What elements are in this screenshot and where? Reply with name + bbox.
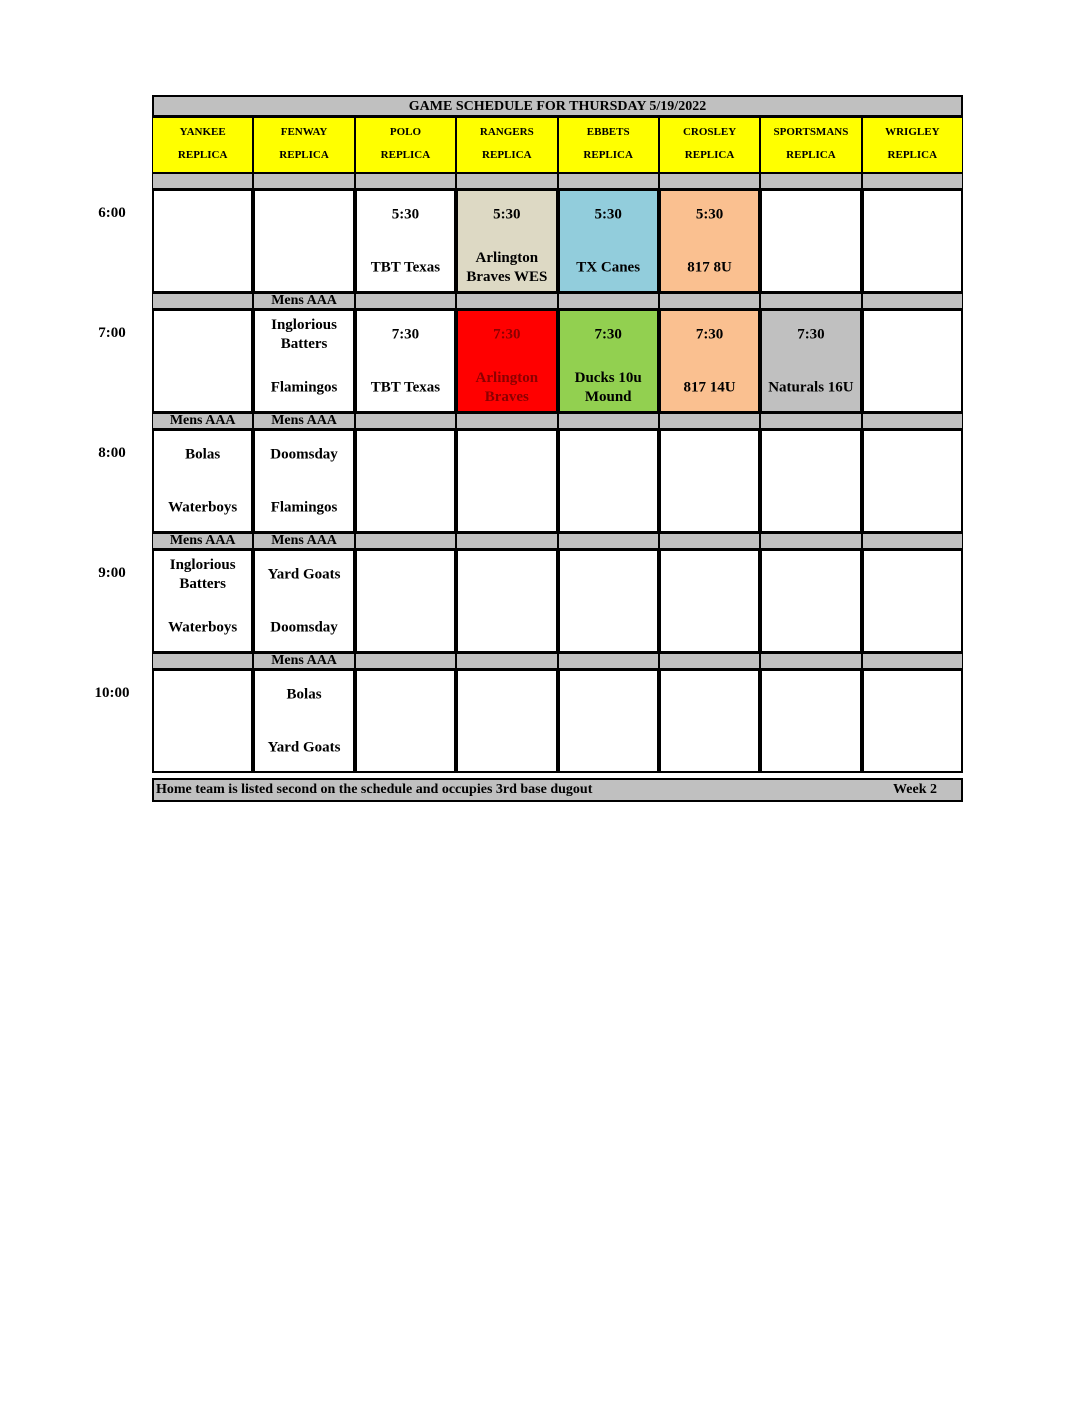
field-subtitle: REPLICA <box>786 149 836 161</box>
division-label: Mens AAA <box>253 533 354 549</box>
game-bottom-line: 817 8U <box>687 259 732 276</box>
schedule-title: GAME SCHEDULE FOR THURSDAY 5/19/2022 <box>152 95 963 117</box>
field-subtitle: REPLICA <box>279 149 329 161</box>
game-cell <box>253 549 354 653</box>
division-label <box>152 293 253 309</box>
game-top-line: 5:30 <box>695 206 724 223</box>
game-cell <box>253 309 354 413</box>
field-subtitle: REPLICA <box>684 149 735 161</box>
field-subtitle: REPLICA <box>482 149 532 161</box>
division-label <box>456 413 557 429</box>
home-team-note: Home team is listed second on the schedule and occupies 3rd base dugout <box>156 782 593 797</box>
field-header-wrigley <box>862 117 963 173</box>
game-cell <box>456 429 557 533</box>
game-cell <box>253 189 354 293</box>
game-cell <box>760 429 861 533</box>
game-bottom-line: Arlington Braves WES <box>466 250 548 285</box>
game-top-line: Yard Goats <box>267 566 341 583</box>
game-cell <box>253 429 354 533</box>
division-label <box>760 413 861 429</box>
field-subtitle: REPLICA <box>887 149 938 161</box>
game-top-line: 7:30 <box>695 326 724 343</box>
game-bottom-line: TBT Texas <box>370 259 441 276</box>
schedule-table <box>94 95 963 802</box>
field-name: YANKEE <box>179 126 226 138</box>
field-name: WRIGLEY <box>885 126 940 138</box>
field-name: CROSLEY <box>682 126 737 138</box>
game-cell <box>558 669 659 773</box>
division-label <box>456 293 557 309</box>
game-cell <box>760 669 861 773</box>
game-cell <box>558 309 659 413</box>
game-cell <box>355 669 456 773</box>
game-cell <box>355 189 456 293</box>
game-bottom-line: TX Canes <box>576 259 641 276</box>
division-label <box>558 173 659 189</box>
division-label <box>862 533 963 549</box>
field-header-sportsmans <box>760 117 861 173</box>
game-cell <box>659 429 760 533</box>
game-cell <box>152 309 253 413</box>
game-cell <box>152 669 253 773</box>
game-bottom-line: Flamingos <box>270 379 338 396</box>
division-label <box>862 413 963 429</box>
game-cell <box>760 549 861 653</box>
division-label <box>862 653 963 669</box>
game-top-line: 5:30 <box>493 206 521 223</box>
game-top-line: 5:30 <box>391 206 420 223</box>
division-label <box>355 653 456 669</box>
game-bottom-line: Ducks 10u Mound <box>574 370 642 405</box>
division-label <box>456 653 557 669</box>
game-bottom-line: Doomsday <box>270 619 338 636</box>
field-subtitle: REPLICA <box>583 149 633 161</box>
division-label <box>558 293 659 309</box>
game-cell <box>862 189 963 293</box>
time-label: 9:00 <box>98 565 126 581</box>
game-cell <box>558 189 659 293</box>
game-cell <box>862 549 963 653</box>
game-cell <box>355 309 456 413</box>
game-cell <box>659 669 760 773</box>
game-top-line: Bolas <box>286 686 322 703</box>
game-bottom-line: Waterboys <box>168 619 238 636</box>
division-label: Mens AAA <box>253 293 354 309</box>
game-bottom-line: 817 14U <box>683 379 736 396</box>
time-label: 6:00 <box>98 205 126 221</box>
division-label <box>659 653 760 669</box>
field-name: POLO <box>389 126 422 138</box>
game-top-line: Doomsday <box>270 446 338 463</box>
division-label <box>760 653 861 669</box>
game-cell <box>659 549 760 653</box>
game-bottom-line: Arlington Braves <box>475 370 539 405</box>
game-bottom-line: Flamingos <box>270 499 338 516</box>
division-label: Mens AAA <box>253 653 354 669</box>
division-label <box>862 293 963 309</box>
division-label <box>152 653 253 669</box>
game-top-line: 7:30 <box>493 326 521 343</box>
game-bottom-line: Yard Goats <box>267 739 341 756</box>
game-cell <box>456 549 557 653</box>
game-cell <box>456 309 557 413</box>
game-cell <box>862 309 963 413</box>
game-cell <box>558 549 659 653</box>
game-cell <box>862 429 963 533</box>
field-name: FENWAY <box>280 126 328 138</box>
division-label <box>760 173 861 189</box>
time-label: 8:00 <box>98 445 126 461</box>
game-bottom-line: Naturals 16U <box>768 379 854 396</box>
division-label <box>253 173 354 189</box>
game-cell <box>760 309 861 413</box>
division-label <box>760 533 861 549</box>
division-label <box>659 173 760 189</box>
game-cell <box>558 429 659 533</box>
game-bottom-line: TBT Texas <box>370 379 441 396</box>
game-cell <box>355 429 456 533</box>
game-cell <box>253 669 354 773</box>
field-name: RANGERS <box>479 126 534 138</box>
division-label <box>659 533 760 549</box>
division-label <box>862 173 963 189</box>
game-top-line: Inglorious Batters <box>169 557 236 592</box>
division-label: Mens AAA <box>152 533 253 549</box>
division-label <box>558 653 659 669</box>
field-header-polo <box>355 117 456 173</box>
game-cell <box>760 189 861 293</box>
game-cell <box>659 309 760 413</box>
game-top-line: Bolas <box>185 446 221 463</box>
game-cell <box>152 549 253 653</box>
game-top-line: 7:30 <box>391 326 420 343</box>
game-cell <box>152 429 253 533</box>
field-subtitle: REPLICA <box>177 149 228 161</box>
division-label <box>558 533 659 549</box>
division-label: Mens AAA <box>253 413 354 429</box>
division-label <box>760 293 861 309</box>
division-label <box>456 533 557 549</box>
field-header-ebbets <box>558 117 659 173</box>
division-label <box>558 413 659 429</box>
time-label: 10:00 <box>94 685 130 701</box>
division-label <box>355 293 456 309</box>
week-label: Week 2 <box>893 782 937 797</box>
game-top-line: 7:30 <box>797 326 825 343</box>
game-bottom-line: Waterboys <box>168 499 238 516</box>
game-cell <box>862 669 963 773</box>
field-header-rangers <box>456 117 557 173</box>
game-cell <box>355 549 456 653</box>
division-label <box>152 173 253 189</box>
game-cell <box>456 669 557 773</box>
division-label <box>659 293 760 309</box>
game-cell <box>456 189 557 293</box>
division-label <box>355 413 456 429</box>
division-label: Mens AAA <box>152 413 253 429</box>
game-top-line: 5:30 <box>594 206 622 223</box>
field-name: SPORTSMANS <box>773 126 849 138</box>
schedule-footer <box>152 778 963 802</box>
game-cell <box>152 189 253 293</box>
division-label <box>659 413 760 429</box>
division-label <box>355 533 456 549</box>
field-header-yankee <box>152 117 253 173</box>
division-label <box>355 173 456 189</box>
game-top-line: 7:30 <box>594 326 622 343</box>
game-cell <box>659 189 760 293</box>
field-name: EBBETS <box>586 126 630 138</box>
field-subtitle: REPLICA <box>380 149 431 161</box>
field-header-fenway <box>253 117 354 173</box>
division-label <box>456 173 557 189</box>
game-top-line: Inglorious Batters <box>271 317 337 352</box>
field-header-crosley <box>659 117 760 173</box>
time-label: 7:00 <box>98 325 126 341</box>
